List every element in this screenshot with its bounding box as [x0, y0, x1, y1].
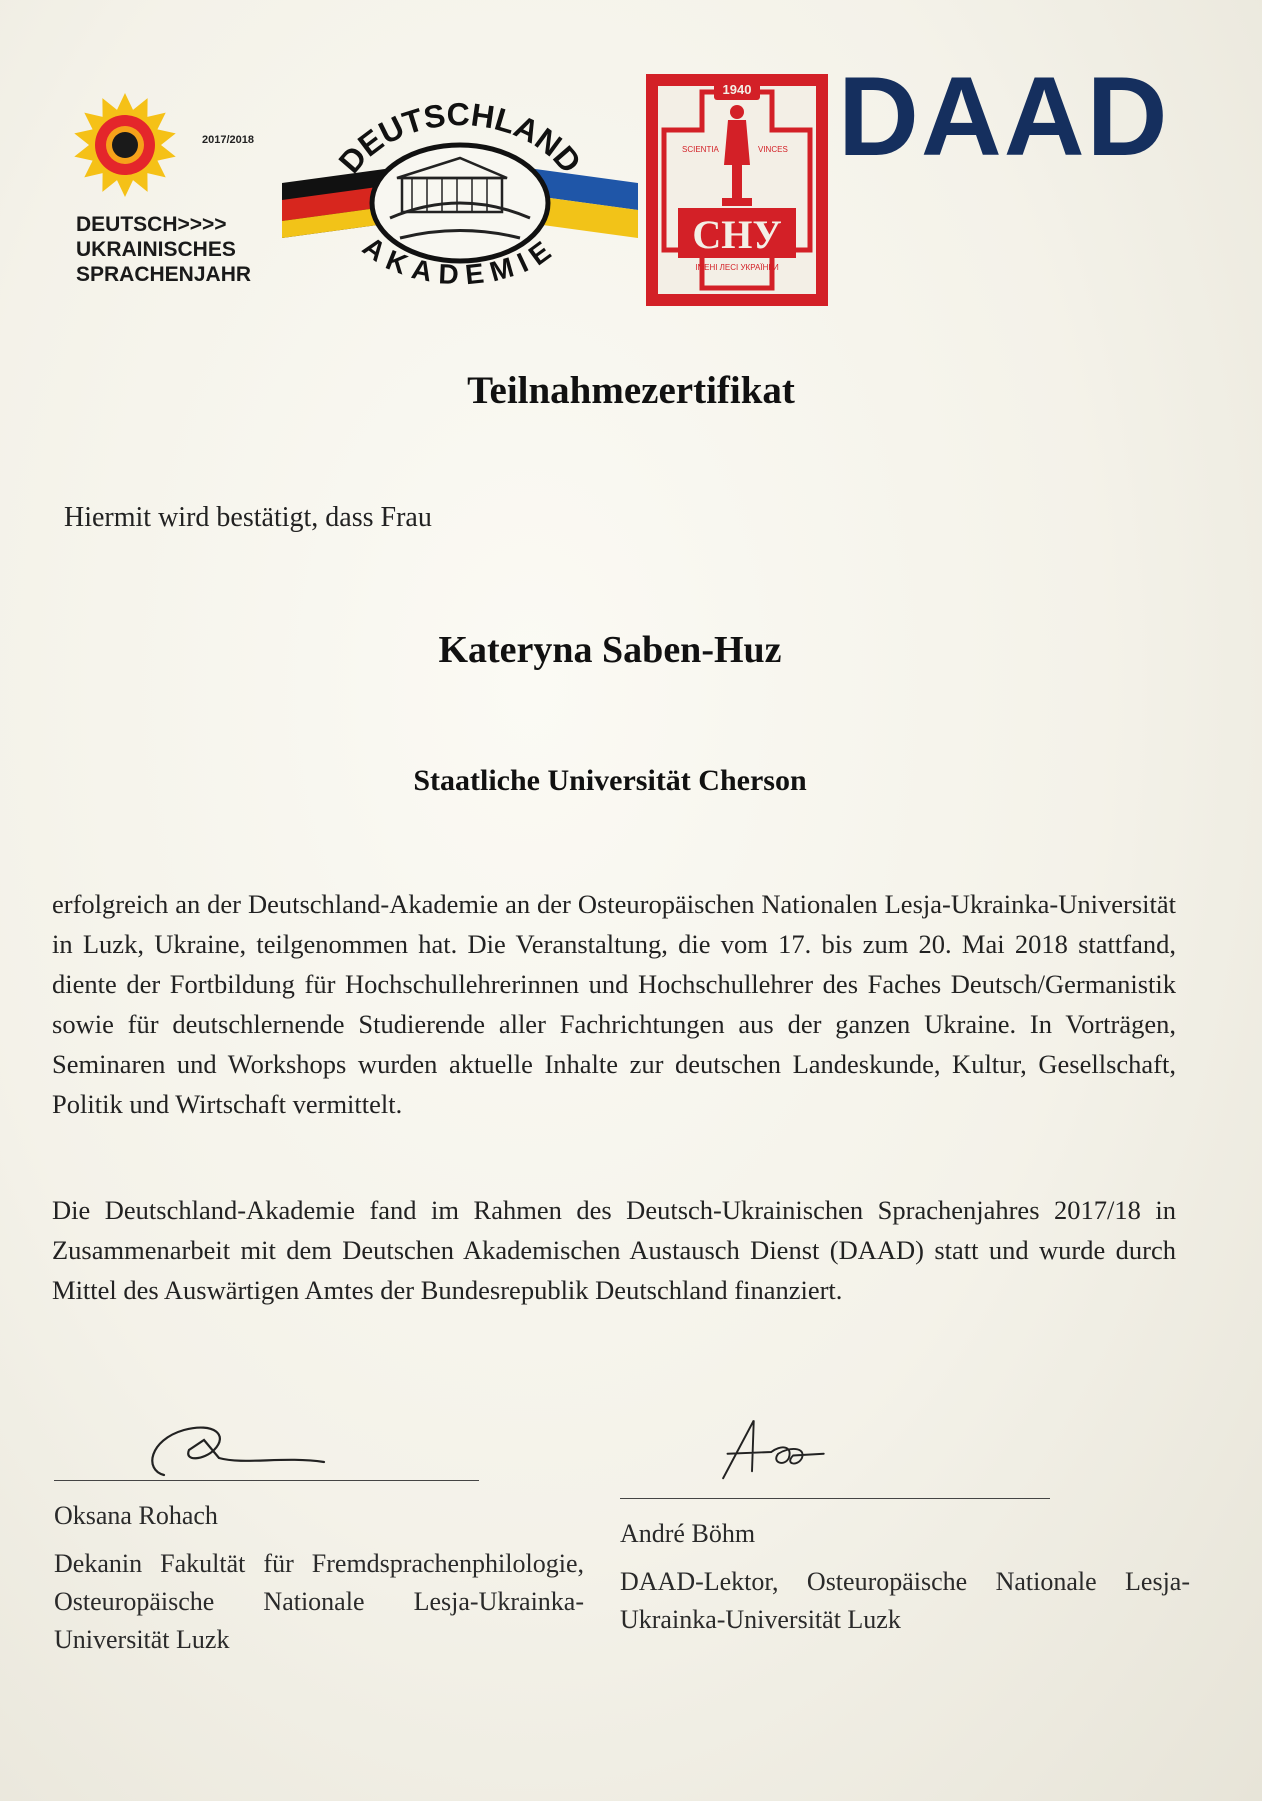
- akademie-bottom-text: AKADEMIE: [357, 230, 563, 291]
- logo-line: SPRACHENJAHR: [76, 263, 252, 286]
- logo-year: 2017/2018: [202, 134, 254, 146]
- signature-line: [54, 1480, 479, 1481]
- signatory-role: DAAD-Lektor, Osteuropäische Nationale Lesja-Ukrainka-Universität Luzk: [620, 1567, 1190, 1634]
- seal-motto-left: SCIENTIA: [682, 145, 719, 154]
- logo-line: UKRAINISCHES: [76, 238, 236, 261]
- signature-block-right: [620, 1410, 1190, 1639]
- seal-abbr: СНУ: [692, 212, 782, 257]
- university-seal: [642, 70, 832, 310]
- daad-logo: DAAD: [838, 54, 1170, 179]
- signature-block-left: [54, 1410, 584, 1659]
- signature-line: [620, 1498, 1050, 1499]
- sprachenjahr-logo: [70, 90, 280, 290]
- signatory-role: Dekanin Fakultät für Fremdsprachenphilologie, Osteuropäische Nationale Lesja-Ukrainka-Universität Luzk: [54, 1549, 584, 1654]
- signatory-name: Oksana Rohach: [54, 1501, 218, 1530]
- body-paragraph-2: Die Deutschland-Akademie fand im Rahmen des Deutsch-Ukrainischen Sprachenjahres 2017/18 in Zusammenarbeit mit dem Deutschen Akademischen Austausch Dienst (DAAD) statt und wurde durch Mittel des Auswärtigen Amtes der Bundesrepublik Deutschland finanziert.: [52, 1195, 1176, 1305]
- deutschland-akademie-logo: [282, 88, 638, 303]
- certificate-title: Teilnahmezertifikat: [467, 369, 795, 412]
- intro-text: Hiermit wird bestätigt, dass Frau: [64, 502, 432, 533]
- recipient-university: Staatliche Universität Cherson: [413, 764, 807, 797]
- seal-subtitle: ІМЕНІ ЛЕСІ УКРАЇНКИ: [695, 263, 779, 272]
- seal-motto-right: VINCES: [758, 145, 788, 154]
- seal-year: 1940: [722, 82, 752, 97]
- signature-image: [54, 1410, 374, 1480]
- signature-image: [620, 1410, 940, 1480]
- body-paragraph-1: erfolgreich an der Deutschland-Akademie an der Osteuropäischen Nationalen Lesja-Ukrainka-Universität in Luzk, Ukraine, teilgenommen hat. Die Veranstaltung, die vom 17. bis zum 20. Mai 2018 stattfand, diente der Fortbildung für Hochschullehrerinnen und Hochschullehrer des Faches Deutsch/Germanistik sowie für deutschlernende Studierende aller Fachrichtungen aus der ganzen Ukraine. In Vorträgen, Seminaren und Workshops wurden aktuelle Inhalte zur deutschen Landeskunde, Kultur, Gesellschaft, Politik und Wirtschaft vermittelt.: [52, 889, 1176, 1119]
- akademie-top-text: DEUTSCHLAND: [331, 96, 589, 180]
- sun-icon: [70, 90, 180, 200]
- recipient-name: Kateryna Saben-Huz: [438, 629, 782, 671]
- logo-text: [76, 212, 251, 287]
- signatory-name: André Böhm: [620, 1519, 756, 1548]
- logo-line: DEUTSCH>>>>: [76, 213, 227, 236]
